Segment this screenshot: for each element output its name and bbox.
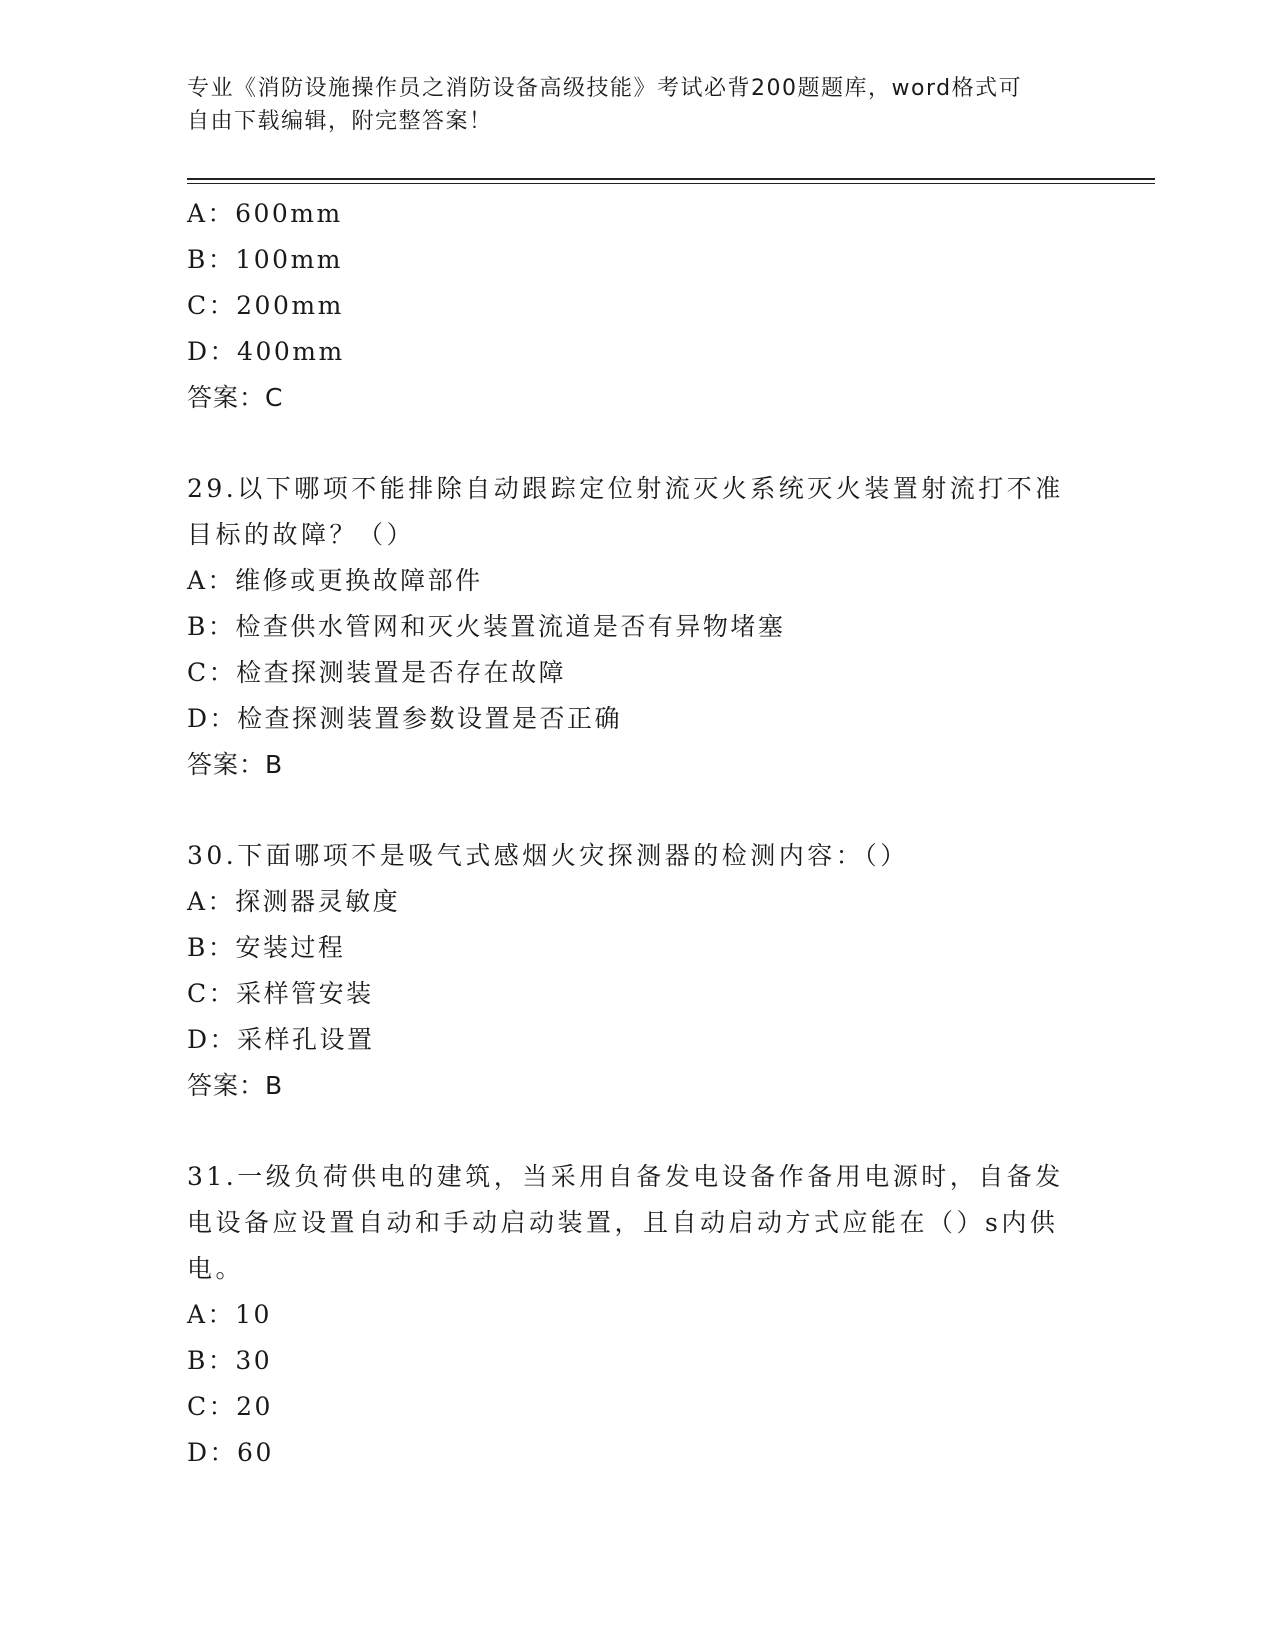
header-divider-thin bbox=[187, 183, 1155, 184]
option-d: D：60 bbox=[187, 1438, 274, 1467]
option-d: D：检查探测装置参数设置是否正确 bbox=[187, 704, 623, 733]
header-line-2: 自由下载编辑，附完整答案！ bbox=[187, 109, 493, 134]
option-b: B：30 bbox=[187, 1346, 273, 1375]
document-header bbox=[187, 72, 1087, 138]
question-block-31 bbox=[187, 1154, 1087, 1476]
answer-line: 答案：B bbox=[187, 750, 284, 779]
option-a: A：维修或更换故障部件 bbox=[187, 566, 483, 595]
question-block-28 bbox=[187, 191, 1087, 421]
option-a: A：10 bbox=[187, 1300, 272, 1329]
question-block-30 bbox=[187, 833, 1087, 1109]
option-a: A：探测器灵敏度 bbox=[187, 887, 401, 916]
question-stem: 29.以下哪项不能排除自动跟踪定位射流灭火系统灭火装置射流打不准 目标的故障？（） bbox=[187, 474, 1064, 549]
question-list bbox=[187, 191, 1087, 1476]
option-d: D：采样孔设置 bbox=[187, 1025, 375, 1054]
option-b: B：检查供水管网和灭火装置流道是否有异物堵塞 bbox=[187, 612, 786, 641]
question-stem: 30.下面哪项不是吸气式感烟火灾探测器的检测内容：（） bbox=[187, 841, 909, 870]
option-c: C：200mm bbox=[187, 291, 344, 320]
option-b: B：100mm bbox=[187, 245, 344, 274]
option-c: C：检查探测装置是否存在故障 bbox=[187, 658, 567, 687]
option-d: D：400mm bbox=[187, 337, 345, 366]
question-stem: 31.一级负荷供电的建筑，当采用自备发电设备作备用电源时，自备发 电设备应设置自动和手动启动装置，且自动启动方式应能在（）s内供 电。 bbox=[187, 1162, 1064, 1283]
question-block-29 bbox=[187, 466, 1087, 788]
option-a: A：600mm bbox=[187, 199, 343, 228]
answer-line: 答案：B bbox=[187, 1071, 284, 1100]
option-c: C：20 bbox=[187, 1392, 273, 1421]
header-divider-thick bbox=[187, 178, 1155, 180]
option-c: C：采样管安装 bbox=[187, 979, 374, 1008]
answer-line: 答案：C bbox=[187, 383, 284, 412]
option-b: B：安装过程 bbox=[187, 933, 346, 962]
header-line-1: 专业《消防设施操作员之消防设备高级技能》考试必背200题题库，word格式可 bbox=[187, 76, 1023, 101]
